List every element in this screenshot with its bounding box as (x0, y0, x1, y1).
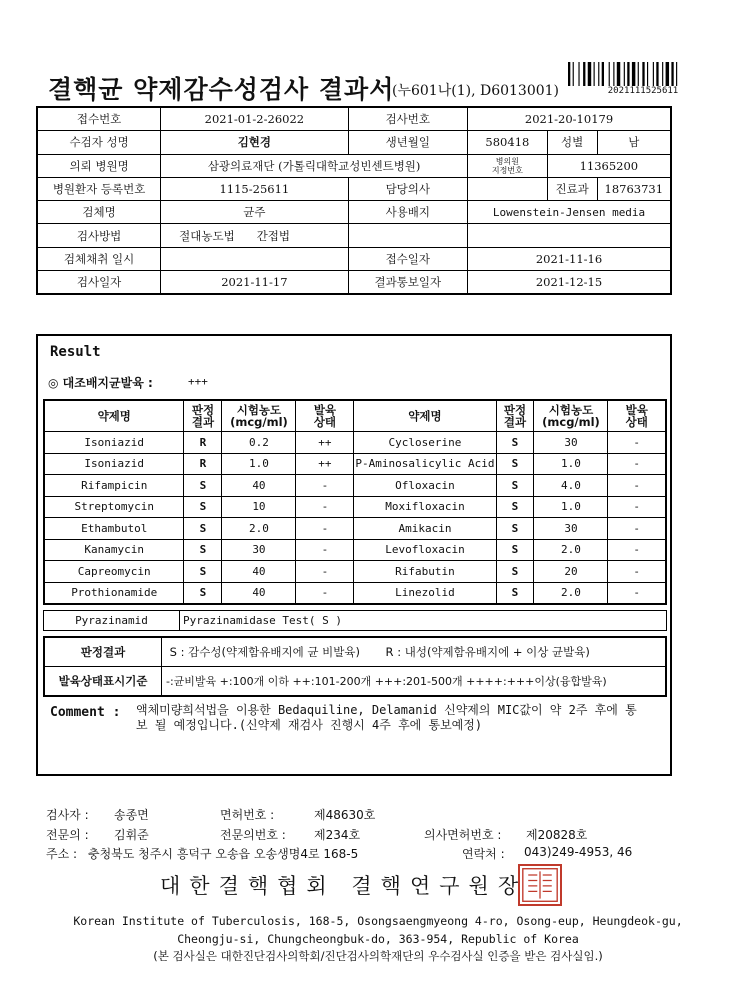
drug-row (44, 496, 666, 518)
method-value: 절대농도법 간접법 (161, 224, 348, 247)
result-code: S (184, 475, 222, 497)
growth-status: - (296, 561, 354, 583)
drug-row (44, 432, 666, 454)
collect-label: 검체채취 일시 (37, 247, 161, 270)
drug-name: Isoniazid (44, 432, 184, 454)
drug-row (44, 561, 666, 583)
test-concentration: 4.0 (534, 475, 608, 497)
result-code: S (184, 539, 222, 561)
tester-name: 송종면 (114, 808, 149, 822)
drug-name: Kanamycin (44, 539, 184, 561)
received-value: 2021-11-16 (468, 247, 671, 270)
comment-text: 액체미량희석법을 이용한 Bedaquiline, Delamanid 신약제의 MIC값이 약 2주 후에 통 보 될 예정입니다.(신약제 재검사 진행시 4주 후에 통보예정) (136, 703, 637, 732)
test-concentration: 10 (222, 496, 296, 518)
doctor-license-label: 의사면허번호 : (424, 828, 502, 842)
organization-address-english: Korean Institute of Tuberculosis, 168-5, Osongsaengmyeong 4-ro, Osong-eup, Heungdeok-gu, Cheongju-si, Chungcheongbuk-do, 363-954, Republic of Korea (73, 914, 683, 946)
doctor-value (468, 177, 548, 200)
hospital-value: 삼광의료재단 (가톨릭대학교성빈센트병원) (161, 154, 468, 177)
test-concentration: 40 (222, 582, 296, 604)
result-header: 판정 결과 (496, 400, 534, 432)
specialist-name: 김휘준 (114, 828, 149, 842)
receipt-no-label: 접수번호 (37, 107, 161, 131)
control-growth-label: ◎ 대조배지균발육 : (48, 376, 153, 390)
result-header: 판정 결과 (184, 400, 222, 432)
document-title: 결핵균 약제감수성검사 결과서 (48, 75, 395, 104)
drug-name: Linezolid (354, 582, 496, 604)
drug-name: Ethambutol (44, 518, 184, 540)
growth-status: - (608, 475, 666, 497)
growth-header: 발육 상태 (296, 400, 354, 432)
test-concentration: 30 (534, 518, 608, 540)
method-label: 검사방법 (37, 224, 161, 247)
drug-row (44, 582, 666, 604)
test-concentration: 40 (222, 475, 296, 497)
chart-no-value: 1115-25611 (161, 177, 348, 200)
result-code: S (496, 475, 534, 497)
certification-note: (본 검사실은 대한진단검사의학회/진단검사의학재단의 우수검사실 인증을 받은 검사실임.) (153, 949, 603, 963)
result-code: S (496, 518, 534, 540)
report-date-value: 2021-12-15 (468, 271, 671, 295)
growth-status: - (608, 496, 666, 518)
doctor-license-value: 제20828호 (526, 828, 588, 842)
drug-name: Rifabutin (354, 561, 496, 583)
address-label: 주소 : (46, 847, 78, 861)
tester-label: 검사자 : (46, 808, 89, 822)
drug-name: Capreomycin (44, 561, 184, 583)
patient-name-label: 수검자 성명 (37, 131, 161, 154)
test-concentration: 40 (222, 561, 296, 583)
barcode-number: 2021111525611 (607, 86, 679, 96)
sex-label: 성별 (547, 131, 597, 154)
test-concentration: 2.0 (222, 518, 296, 540)
result-code: R (184, 453, 222, 475)
result-code: S (496, 561, 534, 583)
drug-header: 약제명 (354, 400, 496, 432)
test-concentration: 1.0 (222, 453, 296, 475)
result-code: S (496, 496, 534, 518)
drug-name: Isoniazid (44, 453, 184, 475)
result-code: S (496, 539, 534, 561)
pyrazinamide-row (43, 610, 667, 631)
birth-label: 생년월일 (348, 131, 467, 154)
specialist-license-label: 전문의번호 : (220, 828, 286, 842)
official-seal-icon (518, 864, 562, 906)
growth-status: - (608, 432, 666, 454)
drug-name: Levofloxacin (354, 539, 496, 561)
result-code: S (496, 582, 534, 604)
drug-row (44, 475, 666, 497)
specialist-label: 전문의 : (46, 828, 89, 842)
test-no-value: 2021-20-10179 (468, 107, 671, 131)
result-code: S (184, 518, 222, 540)
drug-name: Rifampicin (44, 475, 184, 497)
test-concentration: 1.0 (534, 496, 608, 518)
barcode-icon (568, 62, 718, 86)
doctor-label: 담당의사 (348, 177, 467, 200)
judge-legend-text: S : 감수성(약제함유배지에 균 비발육) R : 내성(약제함유배지에 + 이상 균발육) (162, 637, 667, 667)
test-concentration: 2.0 (534, 539, 608, 561)
growth-status: ++ (296, 453, 354, 475)
license-value: 제48630호 (314, 808, 376, 822)
specimen-value: 균주 (161, 201, 348, 224)
growth-status: - (296, 496, 354, 518)
drug-name: Streptomycin (44, 496, 184, 518)
patient-info-table (36, 106, 672, 295)
test-concentration: 20 (534, 561, 608, 583)
dept-label: 진료과 (547, 177, 597, 200)
drug-name: Prothionamide (44, 582, 184, 604)
growth-legend-label: 발육상태표시기준 (44, 667, 162, 697)
patient-name-value: 김현경 (161, 131, 348, 154)
drug-header: 약제명 (44, 400, 184, 432)
growth-status: - (296, 475, 354, 497)
test-date-label: 검사일자 (37, 271, 161, 295)
test-concentration: 30 (222, 539, 296, 561)
growth-status: - (608, 582, 666, 604)
legend-table (43, 636, 667, 697)
result-code: S (184, 561, 222, 583)
drug-table-header (44, 400, 666, 432)
test-date-value: 2021-11-17 (161, 271, 348, 295)
collect-value (161, 247, 348, 270)
control-growth-value: +++ (188, 375, 208, 388)
comment-label: Comment : (50, 705, 121, 720)
drug-name: Cycloserine (354, 432, 496, 454)
pza-value: Pyrazinamidase Test( S ) (180, 611, 667, 631)
hospital-label: 의뢰 병원명 (37, 154, 161, 177)
received-label: 접수일자 (348, 247, 467, 270)
chart-no-label: 병원환자 등록번호 (37, 177, 161, 200)
birth-value: 580418 (468, 131, 548, 154)
contact-label: 연락처 : (462, 847, 505, 861)
result-code: S (184, 582, 222, 604)
drug-row (44, 518, 666, 540)
growth-status: - (608, 561, 666, 583)
drug-row (44, 539, 666, 561)
test-concentration: 2.0 (534, 582, 608, 604)
test-concentration: 1.0 (534, 453, 608, 475)
hospital-code-label: 병의원 지정번호 (468, 154, 548, 177)
drug-name: Ofloxacin (354, 475, 496, 497)
medium-value: Lowenstein-Jensen media (468, 201, 671, 224)
result-heading: Result (50, 344, 101, 360)
result-code: S (496, 432, 534, 454)
result-code: S (184, 496, 222, 518)
growth-legend-text: -:균비발육 +:100개 이하 ++:101-200개 +++:201-500개 ++++:+++이상(융합발육) (162, 667, 667, 697)
address-value: 충청북도 청주시 흥덕구 오송읍 오송생명4로 168-5 (88, 847, 359, 861)
pza-label: Pyrazinamid (44, 611, 180, 631)
test-no-label: 검사번호 (348, 107, 467, 131)
growth-status: - (296, 582, 354, 604)
document-code: (누601나(1), D6013001) (392, 83, 560, 99)
receipt-no-value: 2021-01-2-26022 (161, 107, 348, 131)
report-date-label: 결과통보일자 (348, 271, 467, 295)
specimen-label: 검체명 (37, 201, 161, 224)
drug-name: P-Aminosalicylic Acid (354, 453, 496, 475)
growth-status: ++ (296, 432, 354, 454)
concentration-header: 시험농도 (mcg/ml) (222, 400, 296, 432)
growth-header: 발육 상태 (608, 400, 666, 432)
test-concentration: 0.2 (222, 432, 296, 454)
test-concentration: 30 (534, 432, 608, 454)
drug-susceptibility-table (43, 399, 667, 605)
hospital-code-value: 11365200 (547, 154, 671, 177)
license-label: 면허번호 : (220, 808, 275, 822)
specialist-license-value: 제234호 (314, 828, 361, 842)
contact-value: 043)249-4953, 46 (524, 845, 633, 859)
medium-label: 사용배지 (348, 201, 467, 224)
concentration-header: 시험농도 (mcg/ml) (534, 400, 608, 432)
sex-value: 남 (597, 131, 671, 154)
growth-status: - (296, 539, 354, 561)
growth-status: - (608, 539, 666, 561)
result-code: R (184, 432, 222, 454)
drug-name: Amikacin (354, 518, 496, 540)
drug-row (44, 453, 666, 475)
growth-status: - (608, 453, 666, 475)
growth-status: - (608, 518, 666, 540)
judge-legend-label: 판정결과 (44, 637, 162, 667)
organization-name-korean: 대한결핵협회 결핵연구원장 (160, 874, 528, 898)
drug-name: Moxifloxacin (354, 496, 496, 518)
growth-status: - (296, 518, 354, 540)
result-code: S (496, 453, 534, 475)
dept-value: 18763731 (597, 177, 671, 200)
